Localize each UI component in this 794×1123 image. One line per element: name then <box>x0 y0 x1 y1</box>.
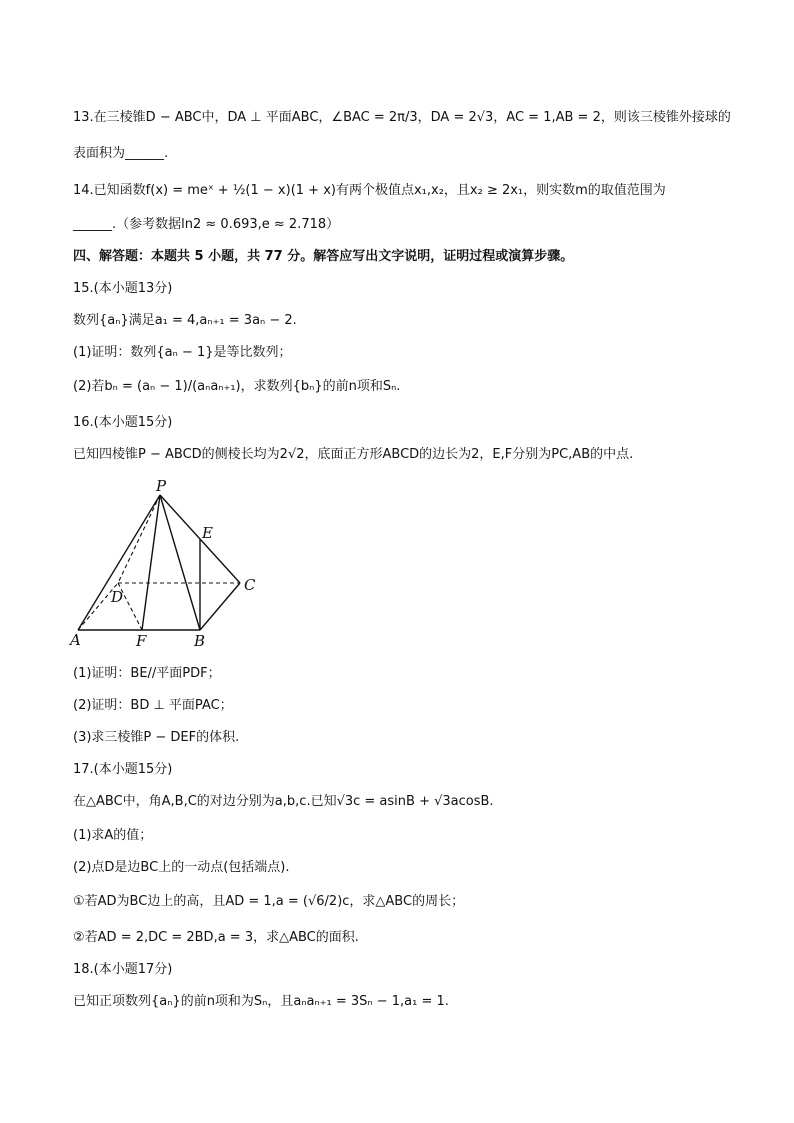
q14-line1: 14.已知函数f(x) = meˣ + ½(1 − x)(1 + x)有两个极值点x₁,x₂，且x₂ ≥ 2x₁，则实数m的取值范围为 <box>73 183 666 198</box>
q16-part1: (1)证明：BE//平面PDF； <box>73 666 221 681</box>
q13-line2: 表面积为______. <box>73 146 169 161</box>
section-heading: 四、解答题：本题共 5 小题，共 77 分。解答应写出文字说明，证明过程或演算步骤。 <box>73 249 574 264</box>
q16-part3: (3)求三棱锥P − DEF的体积. <box>73 730 240 745</box>
q14-line2: ______.（参考数据ln2 ≈ 0.693,e ≈ 2.718） <box>73 217 340 232</box>
label-A: A <box>70 631 81 649</box>
edge-PB <box>160 495 200 630</box>
label-F: F <box>136 632 147 650</box>
q15-part2: (2)若bₙ = (aₙ − 1)/(aₙaₙ₊₁)，求数列{bₙ}的前n项和Sₙ. <box>73 379 401 394</box>
q17-part1: (1)求A的值； <box>73 828 153 843</box>
label-P: P <box>156 478 167 495</box>
q15-title: 15.(本小题13分) <box>73 281 173 296</box>
edge-PA <box>78 495 160 630</box>
label-D: D <box>111 588 124 606</box>
label-E: E <box>202 524 213 542</box>
pyramid-figure <box>60 478 280 653</box>
q13-line1: 13.在三棱锥D − ABC中，DA ⊥ 平面ABC，∠BAC = 2π/3，DA = 2√3，AC = 1,AB = 2，则该三棱锥外接球的 <box>73 110 731 125</box>
q16-part2: (2)证明：BD ⊥ 平面PAC； <box>73 698 233 713</box>
q16-stem: 已知四棱锥P − ABCD的侧棱长均为2√2，底面正方形ABCD的边长为2，E,F分别为PC,AB的中点. <box>73 447 634 462</box>
q18-title: 18.(本小题17分) <box>73 962 173 977</box>
q17-part2-sub1: ①若AD为BC边上的高，且AD = 1,a = (√6/2)c，求△ABC的周长； <box>73 894 465 909</box>
q17-part2: (2)点D是边BC上的一动点(包括端点). <box>73 860 290 875</box>
q16-title: 16.(本小题15分) <box>73 415 173 430</box>
q17-stem: 在△ABC中，角A,B,C的对边分别为a,b,c.已知√3c = asinB + √3acosB. <box>73 794 494 809</box>
q17-title: 17.(本小题15分) <box>73 762 173 777</box>
q17-part2-sub2: ②若AD = 2,DC = 2BD,a = 3，求△ABC的面积. <box>73 930 359 945</box>
q15-part1: (1)证明：数列{aₙ − 1}是等比数列； <box>73 345 292 360</box>
q18-stem: 已知正项数列{aₙ}的前n项和为Sₙ，且aₙaₙ₊₁ = 3Sₙ − 1,a₁ = 1. <box>73 994 449 1009</box>
label-C: C <box>244 576 256 594</box>
edge-BC <box>200 583 240 630</box>
edge-PF <box>142 495 160 630</box>
label-B: B <box>194 632 206 650</box>
q15-stem: 数列{aₙ}满足a₁ = 4,aₙ₊₁ = 3aₙ − 2. <box>73 313 297 328</box>
